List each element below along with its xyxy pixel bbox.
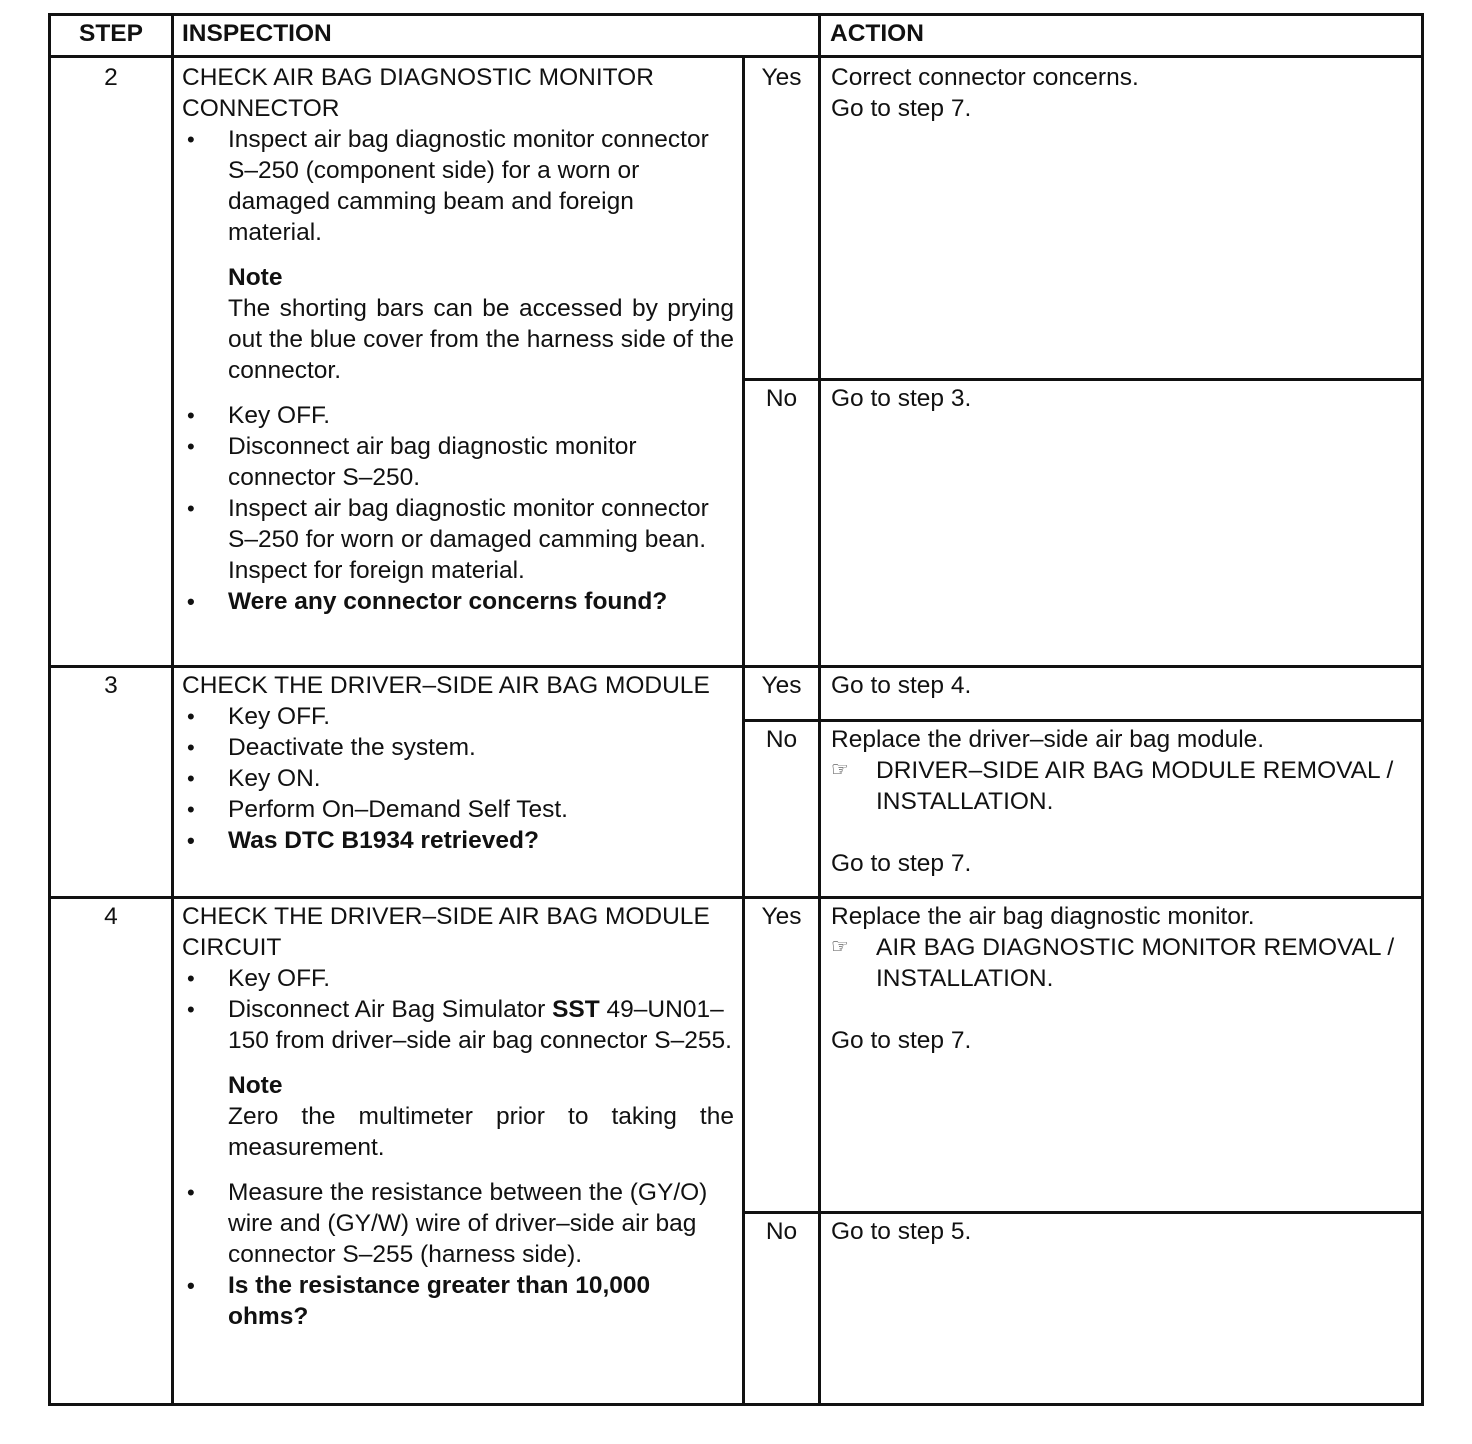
divider: [171, 13, 174, 1406]
list-item: • Deactivate the system.: [182, 732, 734, 763]
action-text: Replace the air bag diagnostic monitor.: [831, 903, 1255, 930]
pointing-hand-icon: ☞: [831, 759, 849, 781]
action-cell: [831, 724, 1411, 879]
list-item: • Inspect air bag diagnostic monitor connector S–250 (component side) for a worn or damaged camming beam and foreign material.: [182, 124, 734, 248]
note: [182, 262, 734, 386]
no-label: No: [765, 385, 798, 412]
step-number: 4: [104, 903, 118, 930]
step-title: CHECK AIR BAG DIAGNOSTIC MONITOR CONNECTOR: [182, 64, 654, 122]
no-label: No: [765, 726, 798, 753]
header-step: STEP: [79, 20, 143, 47]
divider: [48, 665, 1424, 668]
inspection-cell: [182, 62, 734, 617]
header-action: ACTION: [830, 20, 924, 47]
note-text: Zero the multimeter prior to taking the measurement.: [228, 1103, 734, 1161]
divider: [742, 1211, 1424, 1214]
step-title: CHECK THE DRIVER–SIDE AIR BAG MODULE: [182, 672, 710, 699]
list-item: • Perform On–Demand Self Test.: [182, 794, 734, 825]
no-label: No: [765, 1218, 798, 1245]
list-item: • Key OFF.: [182, 963, 734, 994]
list-item-text: Disconnect Air Bag Simulator: [228, 996, 553, 1023]
list-item: • Disconnect air bag diagnostic monitor connector S–250.: [182, 431, 734, 493]
bullet-list: [182, 400, 734, 617]
reference-text: AIR BAG DIAGNOSTIC MONITOR REMOVAL / INSTALLATION.: [876, 934, 1395, 992]
divider: [48, 896, 1424, 899]
question: • Is the resistance greater than 10,000 ohms?: [182, 1270, 734, 1332]
action-cell: [831, 62, 1411, 124]
divider: [48, 55, 1424, 58]
divider: [742, 719, 1424, 722]
header-inspection: INSPECTION: [182, 20, 332, 47]
question: • Was DTC B1934 retrieved?: [182, 825, 734, 856]
diagnostic-table: [48, 13, 1424, 1406]
action-cell: [831, 901, 1411, 1056]
divider: [742, 378, 1424, 381]
note-title: Note: [228, 1072, 283, 1099]
note-text: The shorting bars can be accessed by prying out the blue cover from the harness side of the connector.: [228, 295, 734, 384]
reference-text: DRIVER–SIDE AIR BAG MODULE REMOVAL / INSTALLATION.: [876, 757, 1394, 815]
inspection-cell: [182, 901, 734, 1332]
action-text: Go to step 4.: [831, 672, 972, 699]
action-text: Replace the driver–side air bag module.: [831, 726, 1265, 753]
action-text: Go to step 7.: [831, 1027, 972, 1054]
sst-label: SST: [552, 996, 600, 1023]
list-item: [182, 994, 734, 1056]
pointing-hand-icon: ☞: [831, 936, 849, 958]
note: [182, 1070, 734, 1163]
list-item: • Key OFF.: [182, 701, 734, 732]
bullet-list: [182, 124, 734, 248]
bullet-list: [182, 1177, 734, 1332]
list-item: • Key ON.: [182, 763, 734, 794]
question: • Were any connector concerns found?: [182, 586, 734, 617]
list-item: • Inspect air bag diagnostic monitor connector S–250 for worn or damaged camming bean. Inspect for foreign material.: [182, 493, 734, 586]
reference: [831, 932, 1411, 994]
step-number: 3: [104, 672, 118, 699]
yes-label: Yes: [761, 672, 802, 699]
action-text: Go to step 5.: [831, 1218, 972, 1245]
inspection-cell: [182, 670, 734, 856]
step-number: 2: [104, 64, 118, 91]
step-title: CHECK THE DRIVER–SIDE AIR BAG MODULE CIRCUIT: [182, 903, 710, 961]
list-item-text: 49–UN01–150 from driver–side air bag connector S–255.: [228, 996, 732, 1054]
list-item: • Measure the resistance between the (GY/O) wire and (GY/W) wire of driver–side air bag connector S–255 (harness side).: [182, 1177, 734, 1270]
note-title: Note: [228, 264, 283, 291]
divider: [818, 13, 821, 1406]
yes-label: Yes: [761, 64, 802, 91]
bullet-list: [182, 963, 734, 1056]
action-text: Go to step 3.: [831, 385, 972, 412]
action-text: Go to step 7.: [831, 95, 972, 122]
yes-label: Yes: [761, 903, 802, 930]
bullet-list: [182, 701, 734, 856]
reference: [831, 755, 1411, 817]
action-text: Go to step 7.: [831, 850, 972, 877]
list-item: • Key OFF.: [182, 400, 734, 431]
action-text: Correct connector concerns.: [831, 64, 1139, 91]
